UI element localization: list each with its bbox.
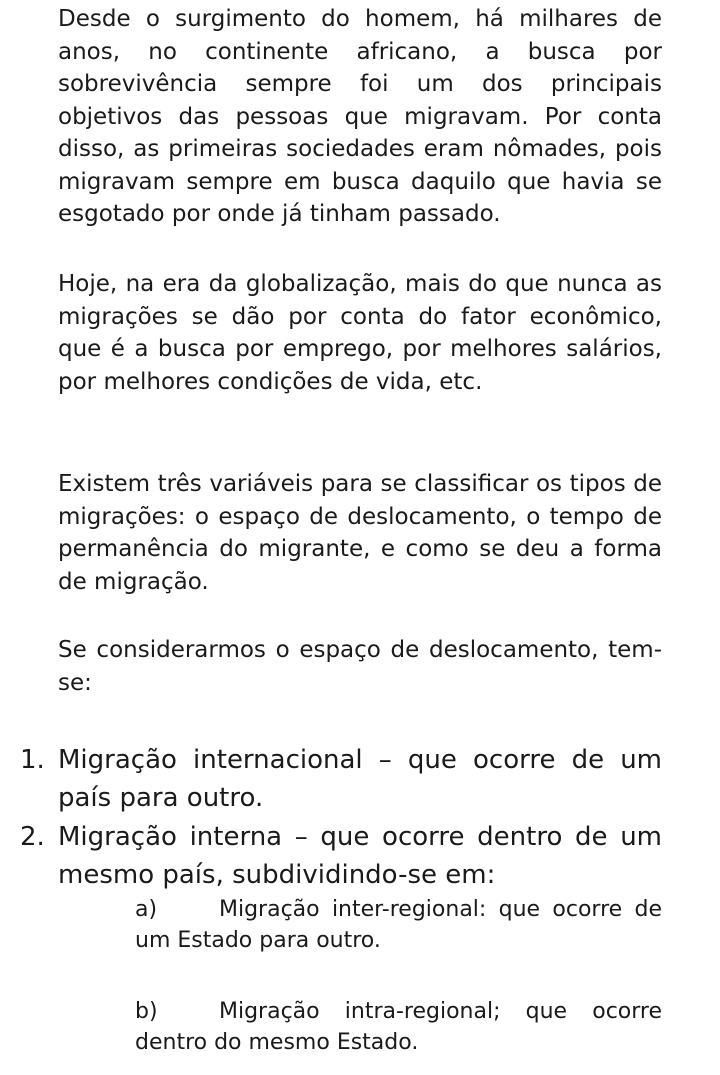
sublist-item-inter-regional xyxy=(135,894,662,956)
sublist-text: Migração intra-regional; que ocorre dentro do mesmo Estado. xyxy=(135,999,662,1055)
list-number: 2. xyxy=(20,822,45,852)
sublist-letter: b) xyxy=(135,999,158,1024)
sublist-text: Migração inter-regional: que ocorre de um Estado para outro. xyxy=(135,897,662,953)
list-item-international xyxy=(0,741,662,817)
paragraph-origin: Desde o surgimento do homem, há milhares de anos, no continente africano, a busca por sobrevivência sempre foi um dos principais objetivos das pessoas que migravam. Por conta disso, as primeiras sociedades eram nômades, pois migravam sempre em busca daquilo que havia se esgotado por onde já tinham passado. xyxy=(58,6,662,227)
list-text: Migração interna – que ocorre dentro de um mesmo país, subdividindo-se em: xyxy=(58,822,662,890)
list-text: Migração internacional – que ocorre de um país para outro. xyxy=(58,745,662,813)
sublist-item-intra-regional xyxy=(135,996,662,1058)
paragraph-variables: Existem três variáveis para se classificar os tipos de migrações: o espaço de deslocamento, o tempo de permanência do migrante, e como se deu a forma de migração. xyxy=(58,471,662,595)
list-item-internal xyxy=(0,818,662,894)
sublist-letter: a) xyxy=(135,897,158,922)
list-number: 1. xyxy=(20,745,45,775)
paragraph-displacement: Se considerarmos o espaço de deslocamento, tem-se: xyxy=(58,637,662,696)
paragraph-globalization: Hoje, na era da globalização, mais do que nunca as migrações se dão por conta do fator econômico, que é a busca por emprego, por melhores salários, por melhores condições de vida, etc. xyxy=(58,271,662,395)
